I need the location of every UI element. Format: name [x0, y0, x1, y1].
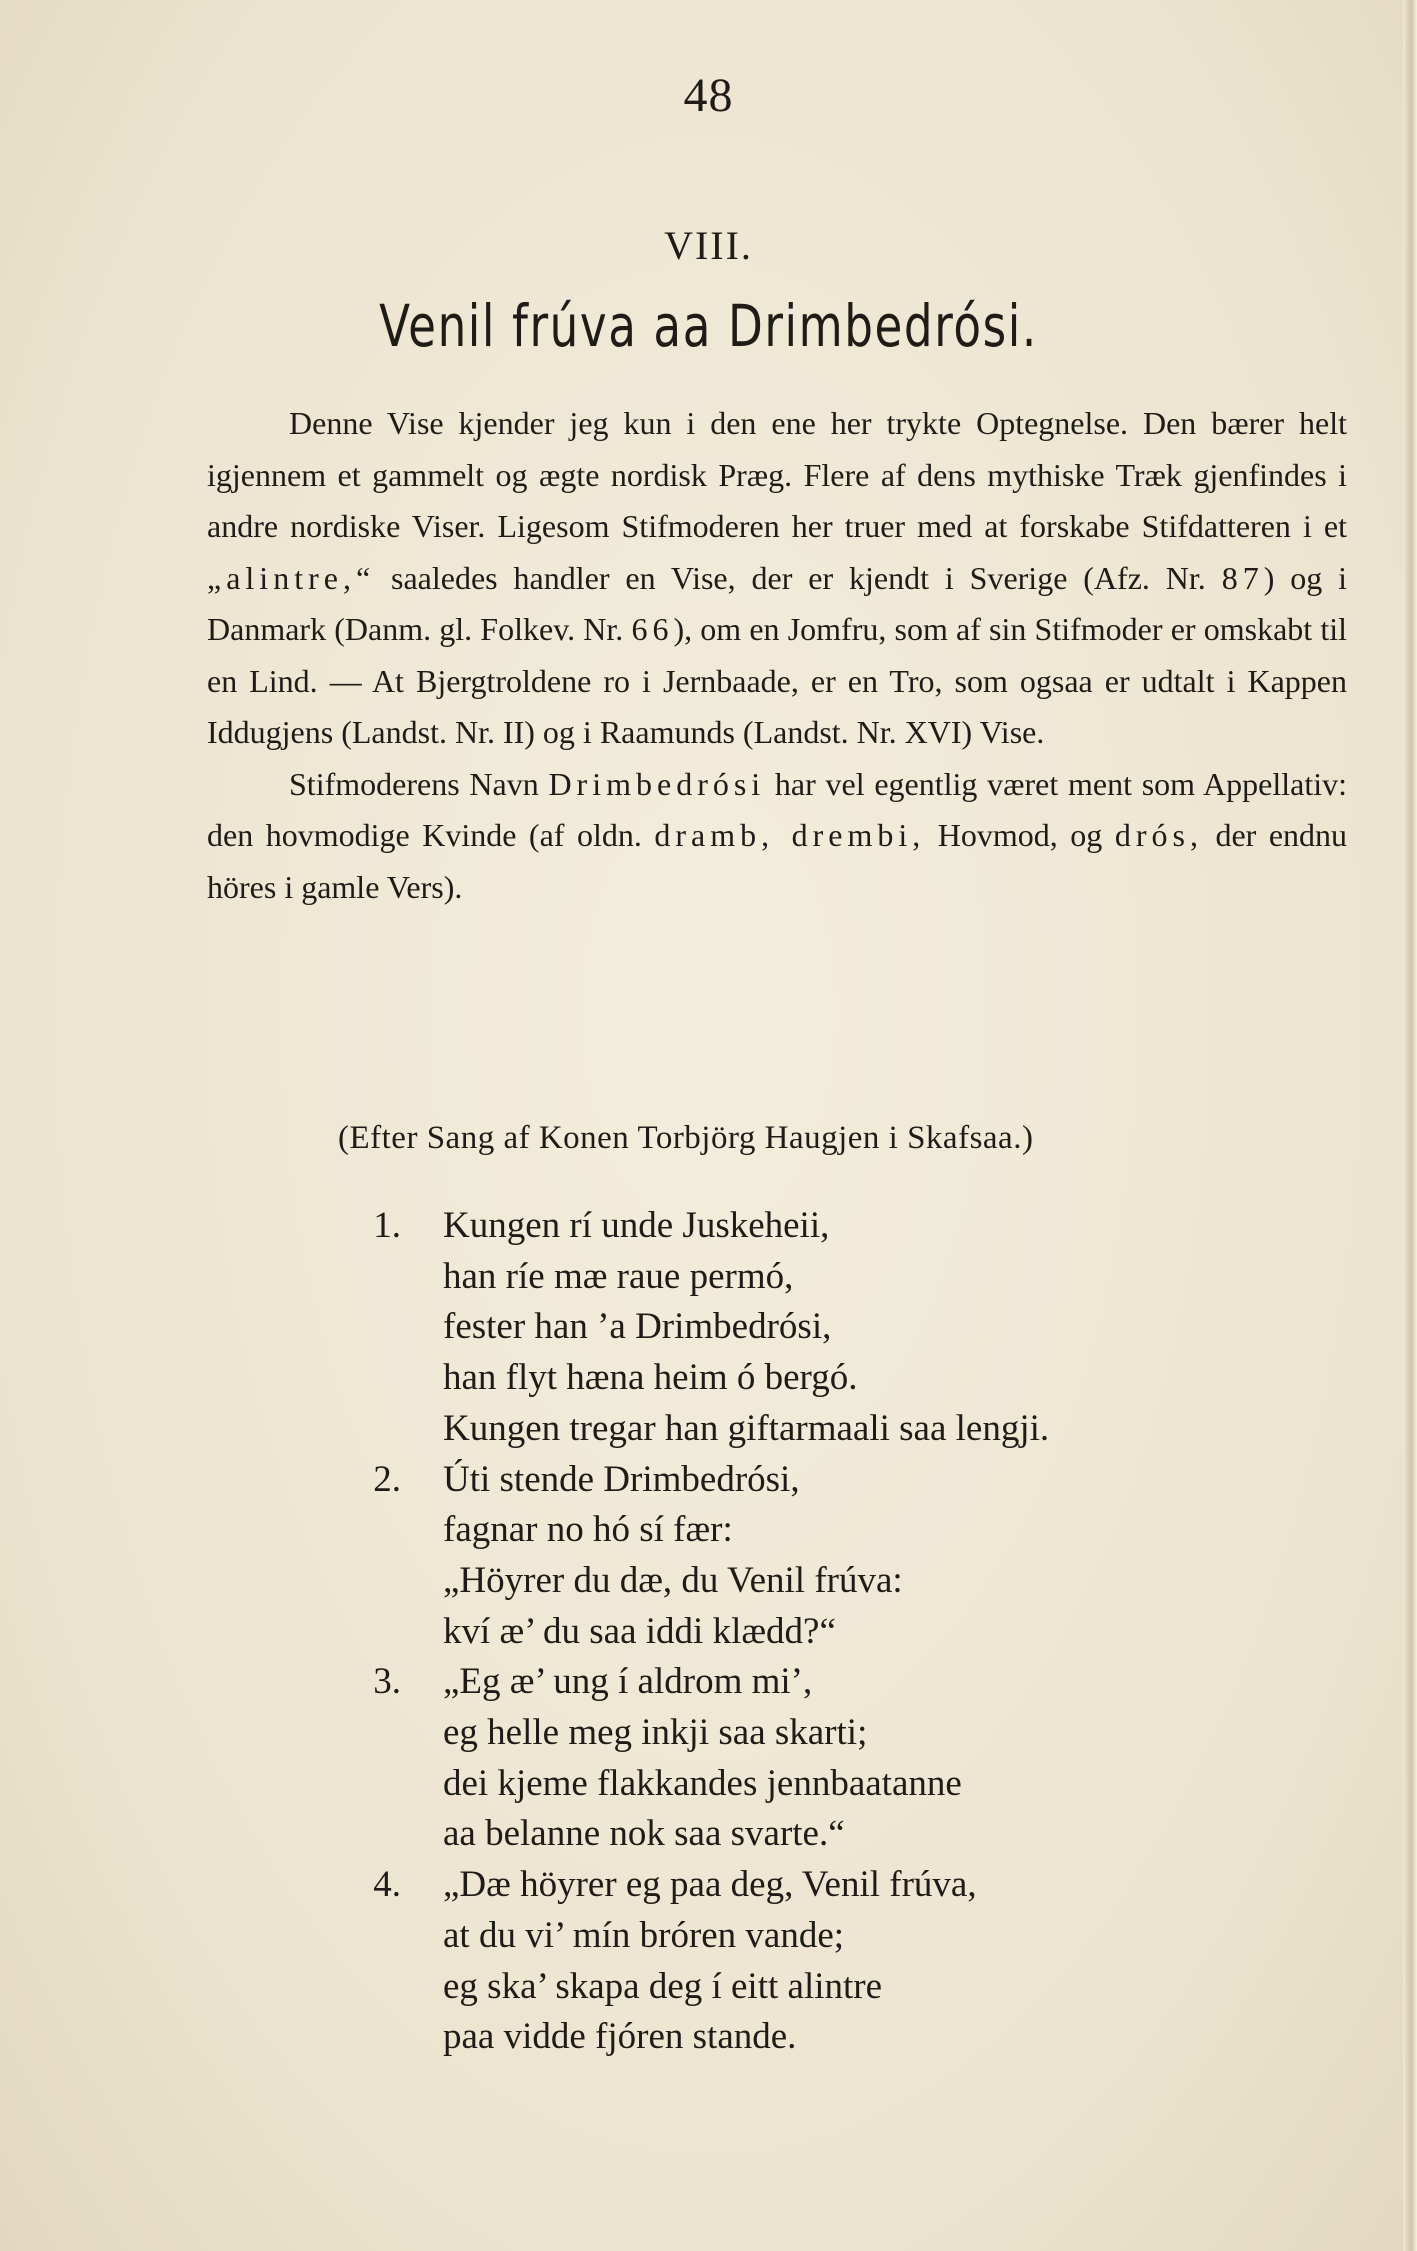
song-title: Venil frúva aa Drimbedrósi. [379, 292, 1038, 360]
verse-2 [355, 1455, 1255, 1658]
verse-line: „Eg æ’ ung í aldrom mi’, [443, 1661, 813, 1703]
verse-number: 2. [373, 1458, 401, 1500]
verse-line: han ríe mæ raue permó, [443, 1255, 794, 1297]
verse-line: „Dæ höyrer eg paa deg, Venil frúva, [443, 1864, 977, 1906]
verse-1 [355, 1201, 1255, 1455]
verse-3 [355, 1657, 1255, 1860]
intro-text [207, 398, 1347, 913]
verse-line: paa vidde fjóren stande. [443, 2016, 797, 2058]
verse-number: 3. [373, 1661, 401, 1703]
page-number: 48 [683, 69, 734, 122]
verse-line: dei kjeme flakkandes jennbaatanne [443, 1762, 962, 1804]
verse-line: kví æ’ du saa iddi klædd?“ [443, 1610, 836, 1652]
verse-line: han flyt hæna heim ó bergó. [443, 1357, 858, 1399]
verse-line: aa belanne nok saa svarte.“ [443, 1813, 845, 1855]
verse-line: Úti stende Drimbedrósi, [443, 1458, 800, 1500]
intro-paragraph-1: Denne Vise kjender jeg kun i den ene her trykte Optegnelse. Den bærer helt igjennem et gammelt og ægte nordisk Præg. Flere af dens mythiske Træk gjenfindes i andre nordiske Viser. Ligesom Stifmoderen her truer med at forskabe Stifdatteren i et „alintre,“ saaledes handler en Vise, der er kjendt i Sverige (Afz. Nr. 87) og i Danmark (Danm. gl. Folkev. Nr. 66), om en Jomfru, som af sin Stifmoder er omskabt til en Lind. — At Bjergtroldene ro i Jernbaade, er en Tro, som ogsaa er udtalt i Kappen Iddugjens (Landst. Nr. II) og i Raamunds (Landst. Nr. XVI) Vise. [207, 405, 1348, 750]
verse-line: at du vi’ mín bróren vande; [443, 1914, 845, 1956]
verse-line: fagnar no hó sí fær: [443, 1509, 733, 1551]
verse-line: „Höyrer du dæ, du Venil frúva: [443, 1559, 903, 1601]
verse-line: eg ska’ skapa deg í eitt alintre [443, 1965, 883, 2007]
chapter-number: VIII. [664, 223, 753, 268]
verse-number: 1. [373, 1205, 401, 1246]
verse-4 [355, 1860, 1255, 2063]
verse-line: Kungen rí unde Juskeheii, [443, 1205, 830, 1246]
verses [355, 1201, 1255, 2063]
source-note: (Efter Sang af Konen Torbjörg Haugjen i Skafsaa.) [338, 1120, 1034, 1156]
verse-number: 4. [373, 1864, 401, 1906]
page-edge [1403, 0, 1417, 2251]
verse-line: fester han ’a Drimbedrósi, [443, 1306, 832, 1348]
verse-line: eg helle meg inkji saa skarti; [443, 1712, 868, 1754]
intro-paragraph-2: Stifmoderens Navn Drimbedrósi har vel egentlig været ment som Appellativ: den hovmodige Kvinde (af oldn. dramb, drembi, Hovmod, og drós, der endnu höres i gamle Vers). [207, 765, 1348, 905]
verse-line: Kungen tregar han giftarmaali saa lengji. [443, 1407, 1050, 1449]
